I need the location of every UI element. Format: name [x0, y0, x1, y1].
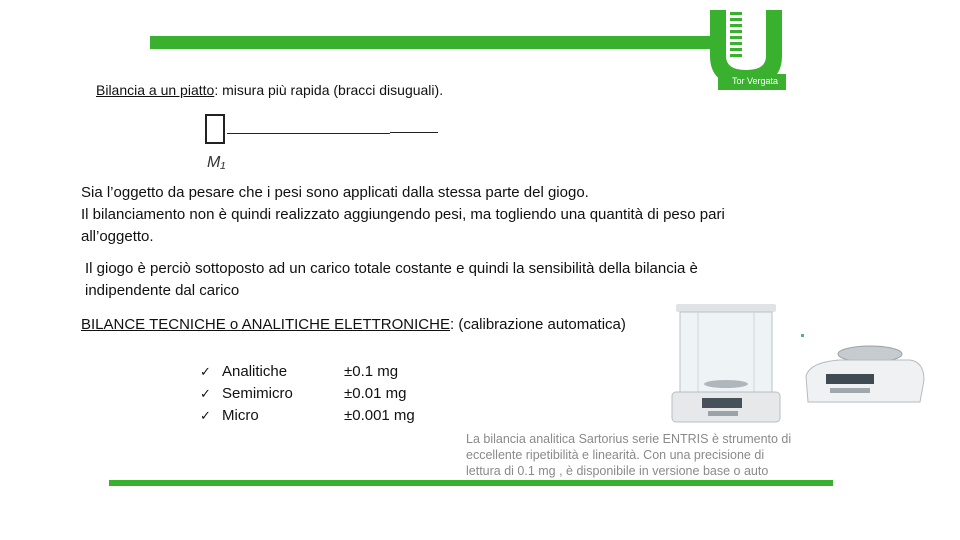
elettroniche-line [81, 314, 626, 336]
precision-balance-image [800, 340, 928, 410]
paragraph-giogo-line-2: indipendente dal carico [85, 282, 240, 299]
caption-line-1: La bilancia analitica Sartorius serie ENTRIS è strumento di [466, 432, 792, 446]
caption-line-3: lettura di 0.1 mg , è disponibile in versione base o auto [466, 464, 769, 478]
caption-line-2: eccellente ripetibilità e linearità. Con una precisione di [466, 448, 765, 462]
piatto-term: Bilancia a un piatto [96, 82, 215, 98]
logo-text: Tor Vergata [732, 76, 779, 86]
image-mark [801, 334, 804, 337]
footer-green-bar [109, 480, 833, 486]
analytical-balance-image [668, 300, 786, 432]
balance-types-list [200, 361, 440, 427]
checkmark-icon: ✓ [200, 365, 211, 380]
list-item-name: Semimicro [222, 385, 293, 402]
list-item-name: Analitiche [222, 363, 288, 380]
list-item [200, 383, 440, 405]
list-item-value: ±0.01 mg [344, 385, 407, 402]
piatto-description: : misura più rapida (bracci disuguali). [214, 82, 444, 98]
list-item [200, 405, 440, 427]
elettroniche-description: : (calibrazione automatica) [449, 316, 626, 333]
paragraph-weighing [81, 182, 725, 248]
paragraph-giogo [85, 258, 698, 302]
elettroniche-term: BILANCE TECNICHE o ANALITICHE ELETTRONICHE [81, 316, 450, 333]
paragraph-weighing-line-3: all’oggetto. [81, 228, 154, 245]
checkmark-icon: ✓ [200, 409, 211, 424]
paragraph-weighing-line-2: Il bilanciamento non è quindi realizzato aggiungendo pesi, ma togliendo una quantità di peso pari [81, 206, 725, 223]
list-item-value: ±0.1 mg [344, 363, 399, 380]
paragraph-weighing-line-1: Sia l’oggetto da pesare che i pesi sono applicati dalla stessa parte del giogo. [81, 184, 589, 201]
balance-caption [466, 431, 791, 479]
checkmark-icon: ✓ [200, 387, 211, 402]
list-item-name: Micro [222, 407, 259, 424]
list-item [200, 361, 440, 383]
beam-line [227, 133, 390, 134]
header-green-bar [150, 36, 710, 49]
list-item-value: ±0.001 mg [344, 407, 415, 424]
paragraph-giogo-line-1: Il giogo è perciò sottoposto ad un carico totale costante e quindi la sensibilità della bilancia è [85, 260, 698, 277]
mass-box [205, 114, 225, 144]
balance-diagram [200, 112, 445, 177]
university-logo [708, 8, 786, 90]
mass-label: M₁ [207, 154, 226, 171]
piatto-line [96, 79, 443, 101]
beam-line-end [390, 132, 438, 133]
